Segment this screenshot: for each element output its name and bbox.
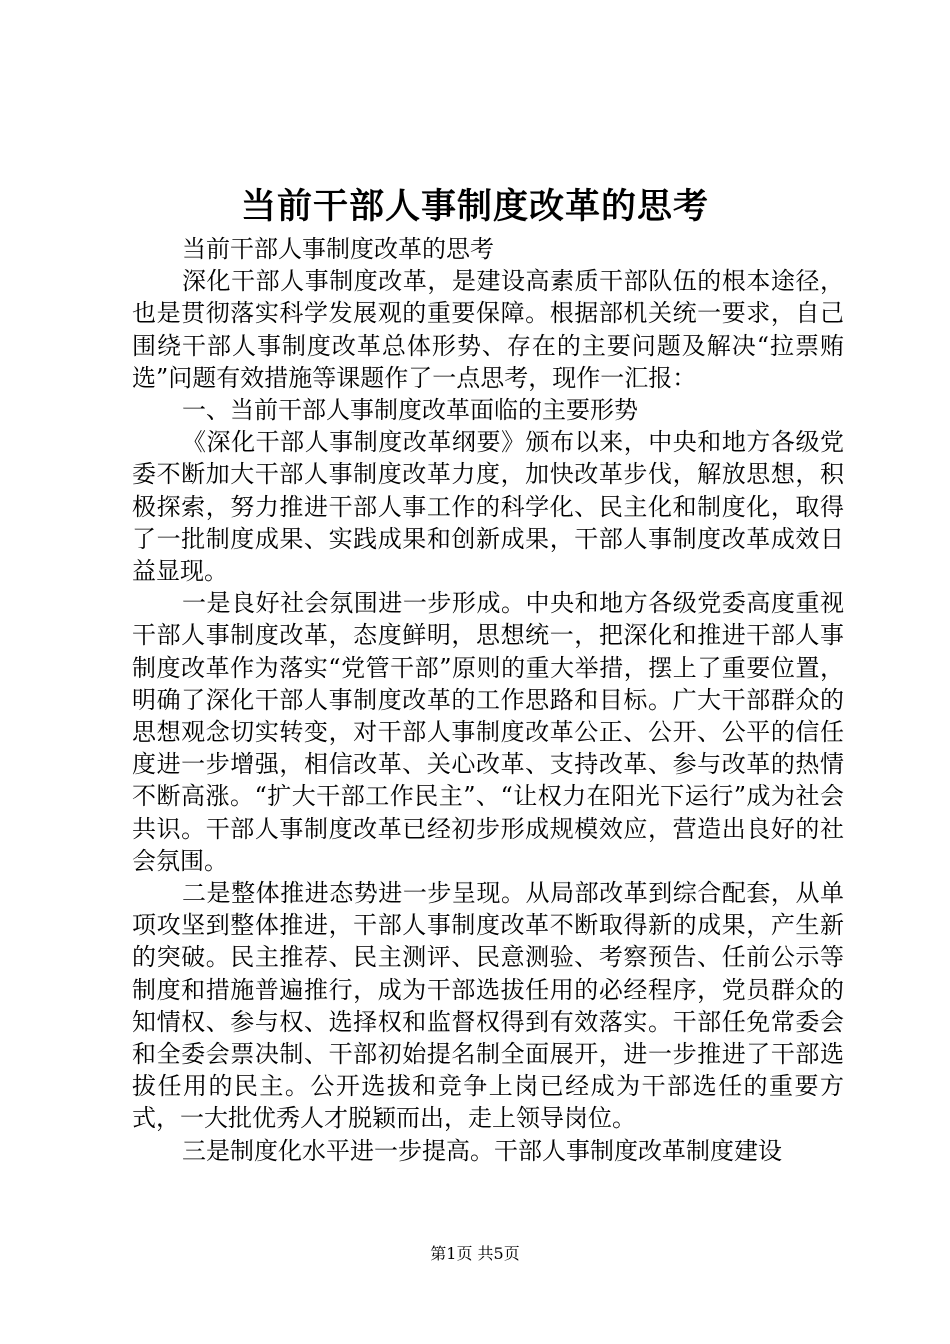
document-title: 当前干部人事制度改革的思考 [240,186,709,227]
section-heading: 一、当前干部人事制度改革面临的主要形势 [182,396,638,425]
paragraph: 二是整体推进态势进一步呈现。从局部改革到综合配套，从单项攻坚到整体推进，干部人事制度改革不断取得新的成果，产生新的突破。民主推荐、民主测评、民意测验、考察预告、任前公示等制度和措施普遍推行，成为干部选拔任用的必经程序，党员群众的知情权、参与权、选择权和监督权得到有效落实。干部任免常委会和全委会票决制、干部初始提名制全面展开，进一步推进了干部选拔任用的民主。公开选拔和竞争上岗已经成为干部选任的重要方式，一大批优秀人才脱颖而出，走上领导岗位。 [132,879,844,1133]
paragraph: 当前干部人事制度改革的思考 [182,235,494,263]
paragraph: 三是制度化水平进一步提高。干部人事制度改革制度建设 [182,1136,782,1165]
page-number-footer: 第1页 共5页 [430,1244,520,1263]
document-body [132,233,844,1167]
paragraph: 深化干部人事制度改革，是建设高素质干部队伍的根本途径，也是贯彻落实科学发展观的重要保障。根据部机关统一要求，自己围绕干部人事制度改革总体形势、存在的主要问题及解决“拉票贿选”问题有效措施等课题作了一点思考，现作一汇报： [132,267,844,392]
paragraph: 《深化干部人事制度改革纲要》颁布以来，中央和地方各级党委不断加大干部人事制度改革力度，加快改革步伐，解放思想，积极探索，努力推进干部人事工作的科学化、民主化和制度化，取得了一批制度成果、实践成果和创新成果，干部人事制度改革成效日益显现。 [132,428,844,586]
paragraph: 一是良好社会氛围进一步形成。中央和地方各级党委高度重视干部人事制度改革，态度鲜明，思想统一，把深化和推进干部人事制度改革作为落实“党管干部”原则的重大举措，摆上了重要位置，明确了深化干部人事制度改革的工作思路和目标。广大干部群众的思想观念切实转变，对干部人事制度改革公正、公开、公平的信任度进一步增强，相信改革、关心改革、支持改革、参与改革的热情不断高涨。“扩大干部工作民主”、“让权力在阳光下运行”成为社会共识。干部人事制度改革已经初步形成规模效应，营造出良好的社会氛围。 [132,589,844,875]
